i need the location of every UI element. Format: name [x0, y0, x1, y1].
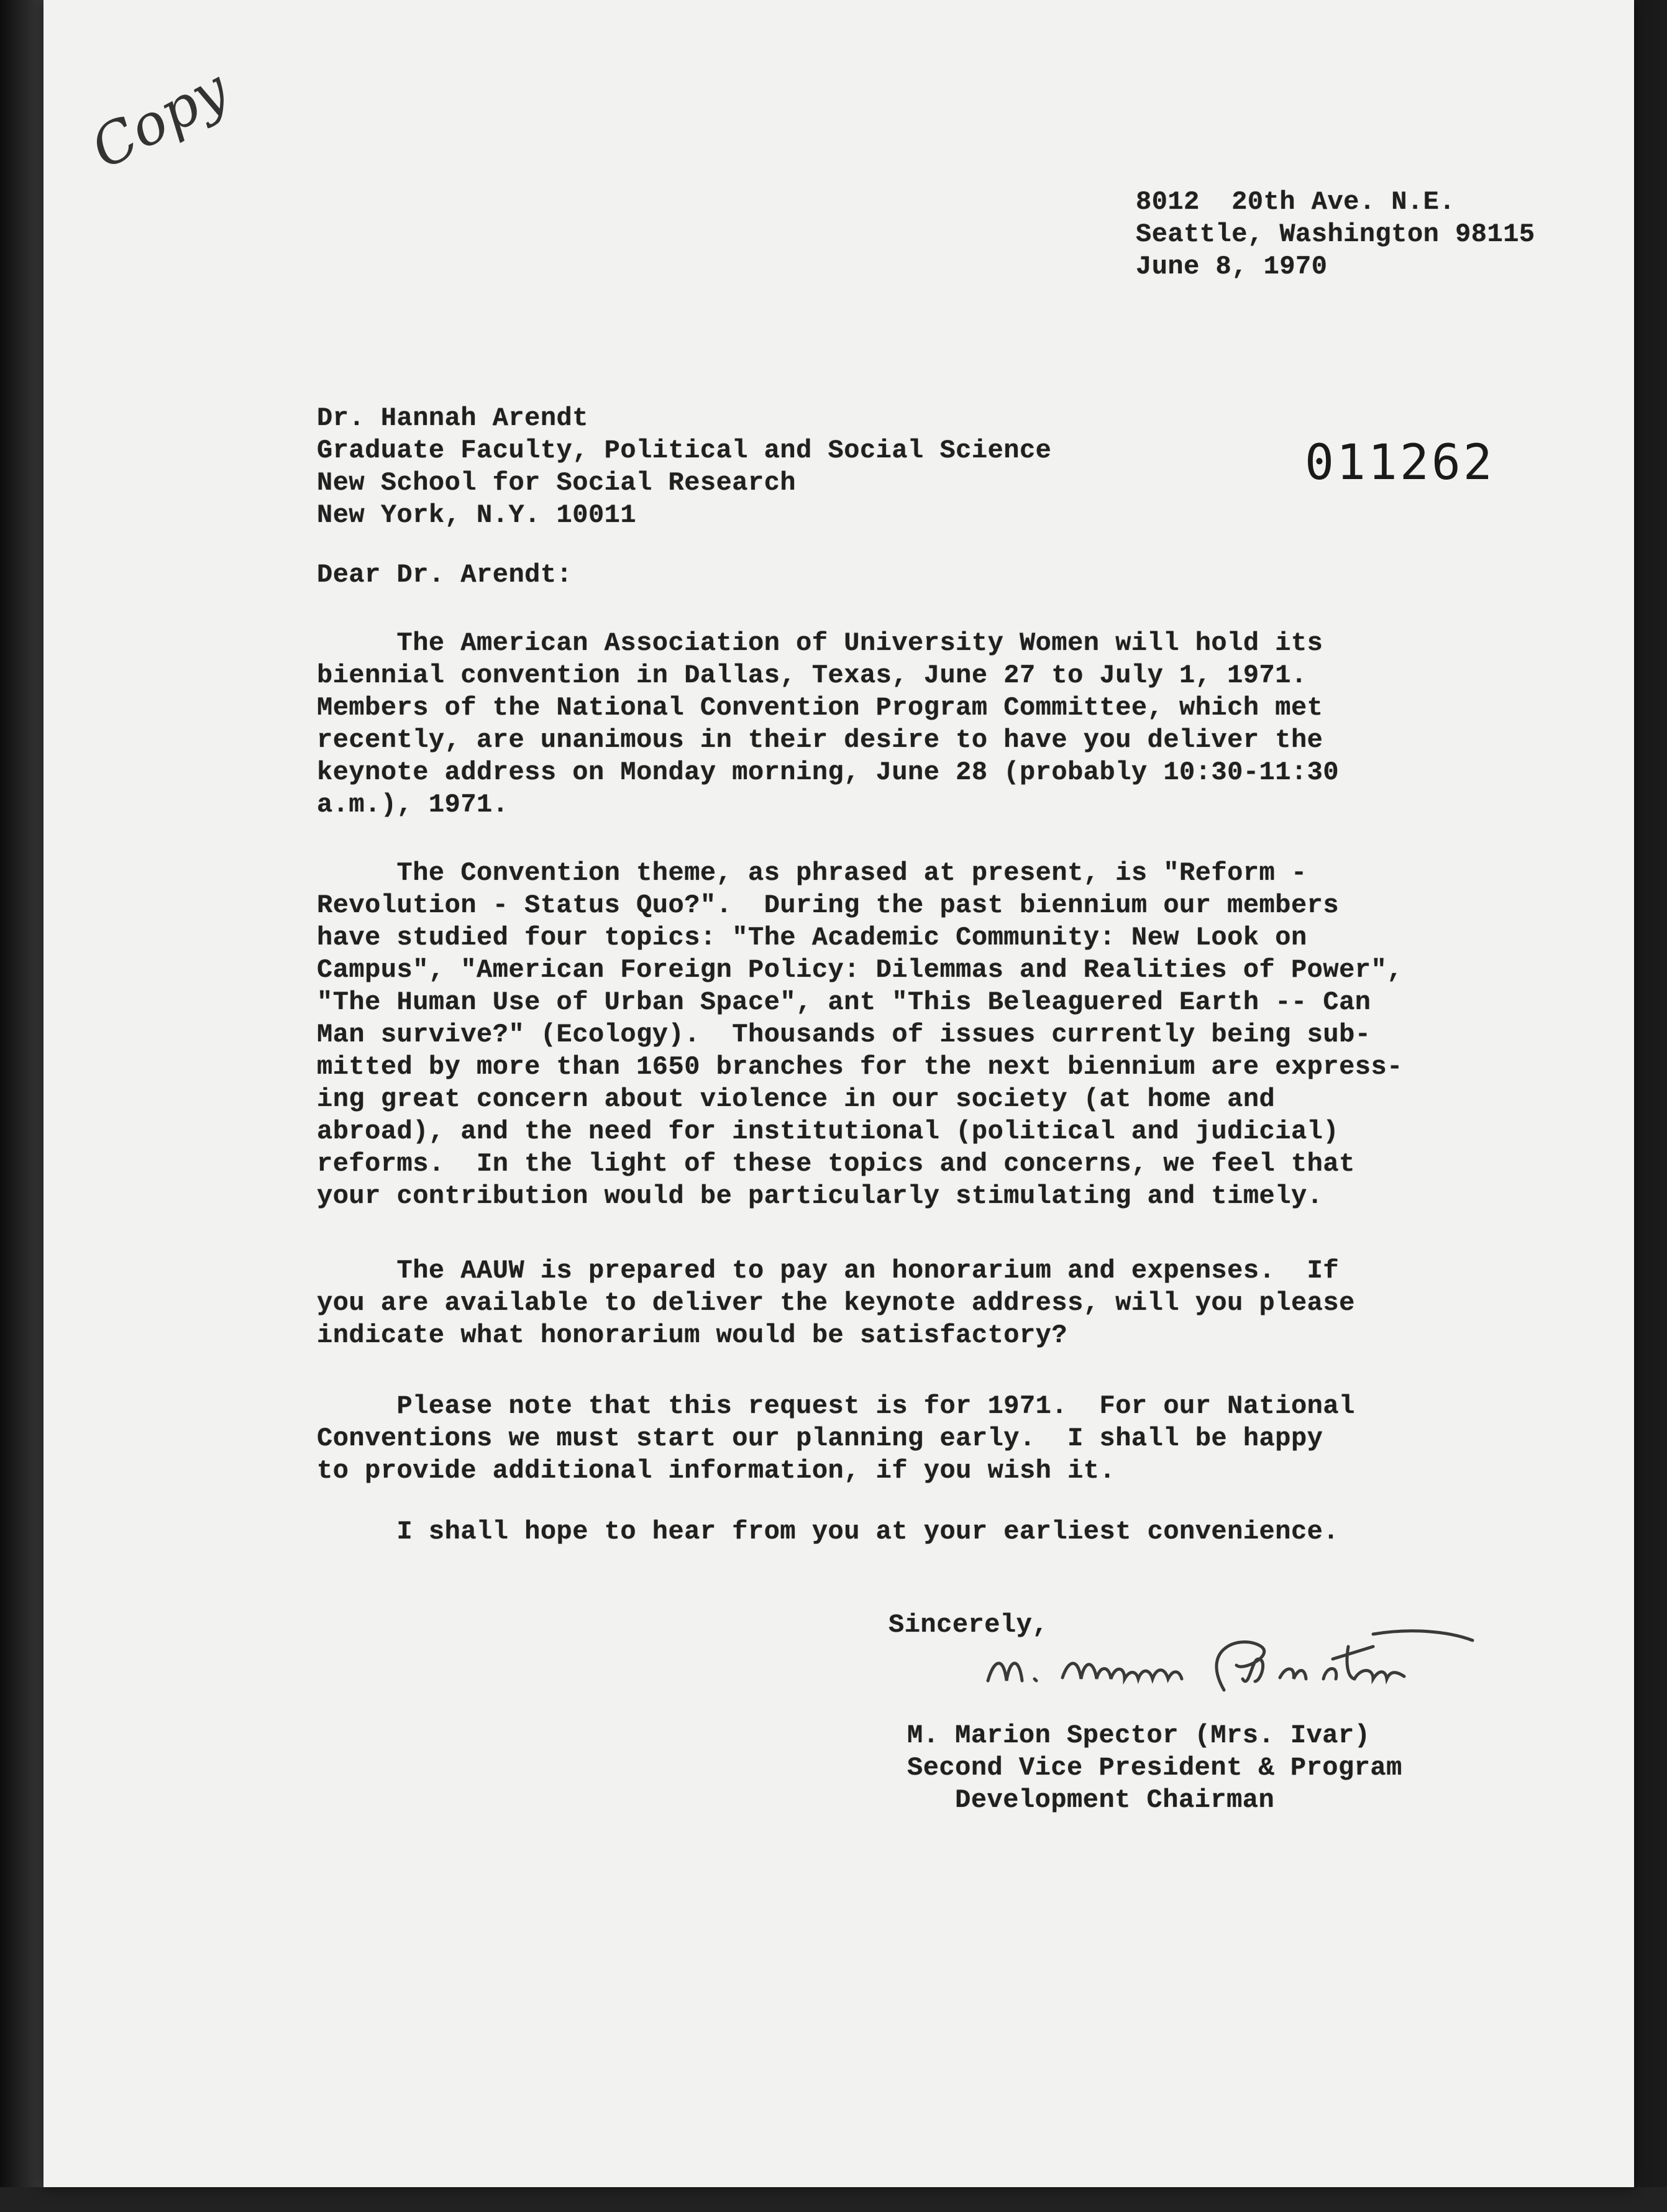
- scan-border-bottom: [0, 2187, 1667, 2212]
- scan-border-left: [0, 0, 43, 2212]
- p2-line: abroad), and the need for institutional (political and judicial): [317, 1117, 1340, 1146]
- p1-line: biennial convention in Dallas, Texas, June 27 to July 1, 1971.: [317, 660, 1307, 690]
- letter-page: [43, 0, 1634, 2187]
- p2-line: Campus", "American Foreign Policy: Dilemmas and Realities of Power",: [317, 955, 1403, 985]
- p2-line: reforms. In the light of these topics and concerns, we feel that: [317, 1149, 1355, 1179]
- sender-address-line1: 8012 20th Ave. N.E.: [1136, 187, 1456, 217]
- p2-line: your contribution would be particularly stimulating and timely.: [317, 1181, 1323, 1211]
- p1-line: recently, are unanimous in their desire to have you deliver the: [317, 725, 1323, 755]
- signer-title-line2: Development Chairman: [907, 1785, 1275, 1815]
- recipient-line3: New School for Social Research: [317, 468, 797, 498]
- p2-line: ing great concern about violence in our society (at home and: [317, 1084, 1276, 1114]
- handwritten-copy-note: Copy: [81, 57, 239, 182]
- handwritten-signature: [975, 1622, 1485, 1709]
- p1-line: Members of the National Convention Program Committee, which met: [317, 693, 1323, 723]
- document-number-stamp: 011262: [1305, 435, 1495, 491]
- p3-line: indicate what honorarium would be satisfactory?: [317, 1320, 1068, 1350]
- recipient-name: Dr. Hannah Arendt: [317, 403, 588, 433]
- salutation: Dear Dr. Arendt:: [317, 560, 573, 590]
- p5-line: I shall hope to hear from you at your earliest convenience.: [317, 1517, 1340, 1547]
- p2-line: "The Human Use of Urban Space", ant "This Beleaguered Earth -- Can: [317, 987, 1371, 1017]
- letter-date: June 8, 1970: [1136, 252, 1328, 281]
- p1-line: The American Association of University Women will hold its: [317, 628, 1323, 658]
- p2-line: Man survive?" (Ecology). Thousands of issues currently being sub-: [317, 1020, 1371, 1049]
- valediction: Sincerely,: [888, 1610, 1049, 1640]
- p3-line: The AAUW is prepared to pay an honorarium and expenses. If: [317, 1256, 1340, 1286]
- recipient-line2: Graduate Faculty, Political and Social Science: [317, 436, 1052, 465]
- p2-line: Revolution - Status Quo?". During the past biennium our members: [317, 890, 1340, 920]
- p2-line: The Convention theme, as phrased at present, is "Reform -: [317, 858, 1307, 888]
- p4-line: Please note that this request is for 1971. For our National: [317, 1391, 1355, 1421]
- p2-line: have studied four topics: "The Academic Community: New Look on: [317, 923, 1307, 953]
- p1-line: a.m.), 1971.: [317, 790, 509, 820]
- p4-line: to provide additional information, if you wish it.: [317, 1456, 1116, 1486]
- signer-title-line1: Second Vice President & Program: [907, 1753, 1402, 1783]
- p4-line: Conventions we must start our planning early. I shall be happy: [317, 1424, 1323, 1453]
- p1-line: keynote address on Monday morning, June 28 (probably 10:30-11:30: [317, 757, 1340, 787]
- recipient-line4: New York, N.Y. 10011: [317, 500, 637, 530]
- p3-line: you are available to deliver the keynote address, will you please: [317, 1288, 1355, 1318]
- signer-name: M. Marion Spector (Mrs. Ivar): [907, 1721, 1371, 1750]
- sender-address-line2: Seattle, Washington 98115: [1136, 219, 1535, 249]
- p2-line: mitted by more than 1650 branches for the next biennium are express-: [317, 1052, 1403, 1082]
